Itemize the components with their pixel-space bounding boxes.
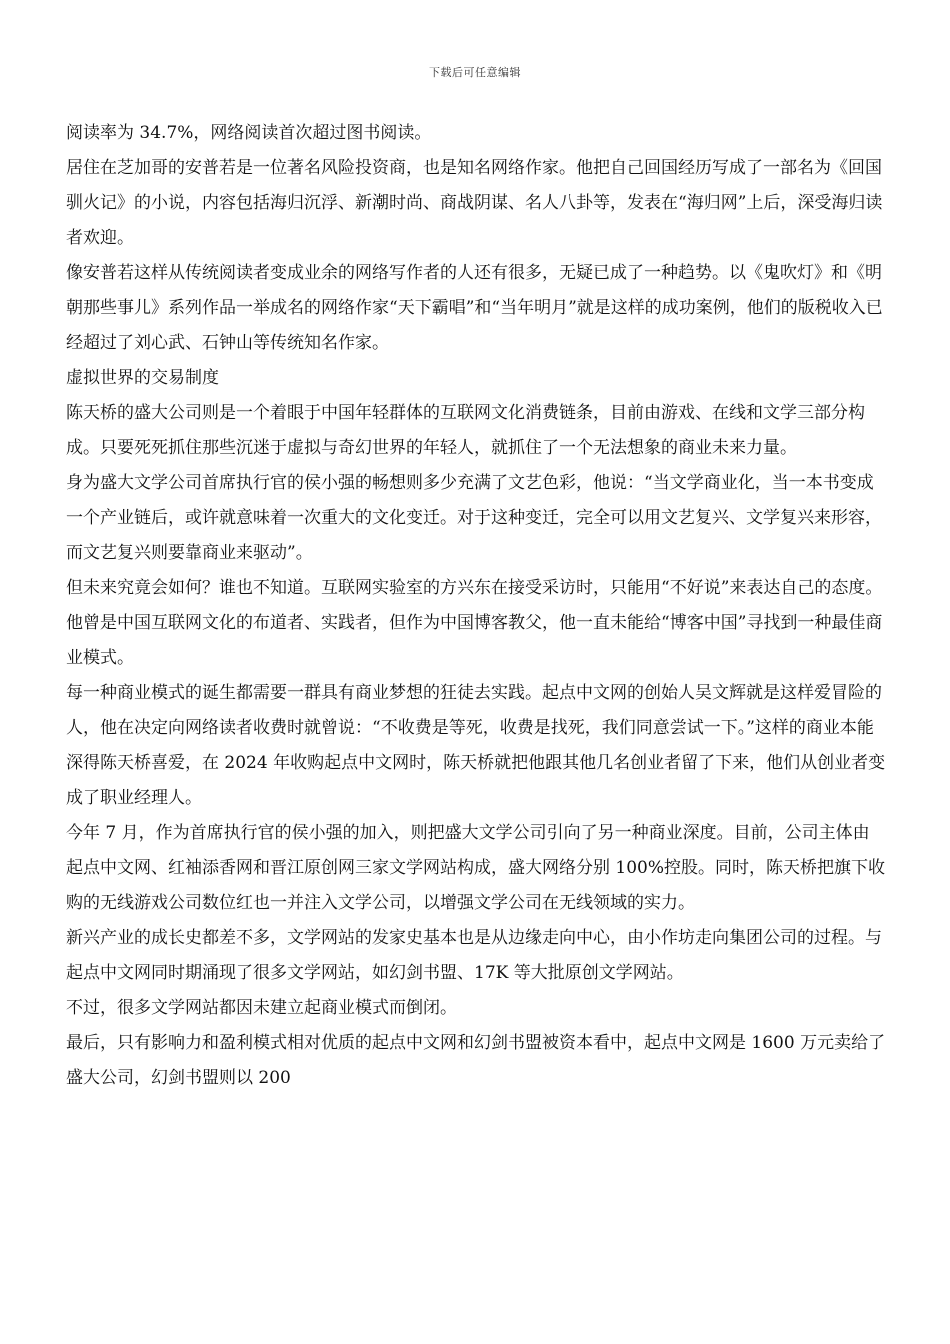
- paragraph-final: 最后，只有影响力和盈利模式相对优质的起点中文网和幻剑书盟被资本看中，起点中文网是 1600 万元卖给了盛大公司，幻剑书盟则以 200: [66, 1033, 886, 1088]
- paragraph-trend: 像安普若这样从传统阅读者变成业余的网络写作者的人还有很多，无疑已成了一种趋势。以《鬼吹灯》和《明朝那些事儿》系列作品一举成名的网络作家“天下霸唱”和“当年明月”就是这样的成功案例，他们的版税收入已经超过了刘心武、石钟山等传统知名作家。: [66, 263, 883, 353]
- paragraph-shanda: 陈天桥的盛大公司则是一个着眼于中国年轻群体的互联网文化消费链条，目前由游戏、在线和文学三部分构成。只要死死抓住那些沉迷于虚拟与奇幻世界的年轻人，就抓住了一个无法想象的商业未来力量。: [66, 403, 865, 458]
- page-header: 下载后可任意编辑: [429, 66, 521, 79]
- document-body: [66, 116, 886, 1096]
- paragraph-industry: 新兴产业的成长史都差不多，文学网站的发家史基本也是从边缘走向中心，由小作坊走向集团公司的过程。与起点中文网同时期涌现了很多文学网站，如幻剑书盟、17K 等大批原创文学网站。: [66, 928, 882, 983]
- paragraph-hou-xiaoqiang: 身为盛大文学公司首席执行官的侯小强的畅想则多少充满了文艺色彩，他说：“当文学商业化，当一本书变成一个产业链后，或许就意味着一次重大的文化变迁。对于这种变迁，完全可以用文艺复兴、文学复兴来形容，而文艺复兴则要靠商业来驱动”。: [66, 473, 882, 563]
- paragraph-reading-rate: 阅读率为 34.7%，网络阅读首次超过图书阅读。: [66, 123, 432, 143]
- section-heading: 虚拟世界的交易制度: [66, 368, 219, 388]
- paragraph-business-model: 每一种商业模式的诞生都需要一群具有商业梦想的狂徒去实践。起点中文网的创始人吴文辉就是这样爱冒险的人，他在决定向网络读者收费时就曾说：“不收费是等死，收费是找死，我们同意尝试一下。”这样的商业本能深得陈天桥喜爱，在 2024 年收购起点中文网时，陈天桥就把他跟其他几名创业者留了下来，他们从创业者变成了职业经理人。: [66, 683, 886, 808]
- paragraph-future: 但未来究竟会如何？谁也不知道。互联网实验室的方兴东在接受采访时，只能用“不好说”来表达自己的态度。他曾是中国互联网文化的布道者、实践者，但作为中国博客教父，他一直未能给“博客中国”寻找到一种最佳商业模式。: [66, 578, 883, 668]
- paragraph-anpuruo: 居住在芝加哥的安普若是一位著名风险投资商，也是知名网络作家。他把自己回国经历写成了一部名为《回国驯火记》的小说，内容包括海归沉浮、新潮时尚、商战阴谋、名人八卦等，发表在“海归网”上后，深受海归读者欢迎。: [66, 158, 883, 248]
- paragraph-closures: 不过，很多文学网站都因未建立起商业模式而倒闭。: [66, 998, 457, 1018]
- paragraph-july: 今年 7 月，作为首席执行官的侯小强的加入，则把盛大文学公司引向了另一种商业深度。目前，公司主体由起点中文网、红袖添香网和晋江原创网三家文学网站构成，盛大网络分别 100%控股。同时，陈天桥把旗下收购的无线游戏公司数位红也一并注入文学公司，以增强文学公司在无线领域的实力。: [66, 823, 886, 913]
